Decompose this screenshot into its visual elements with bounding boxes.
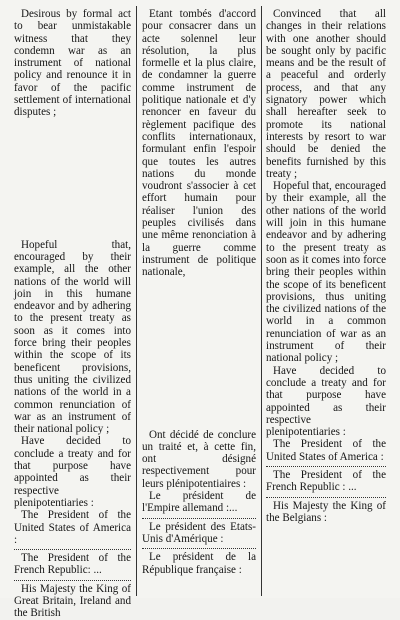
paragraph-have-decided: Have decided to conclude a treaty and for that purpose have appointed as their respective plenipotentiaries : — [14, 435, 131, 509]
plenipotentiaire-allemagne: Le président de l'Empire allemand :... — [142, 490, 256, 515]
english-column-left — [14, 8, 131, 620]
paragraph-etant-tombes: Etant tombés d'accord pour consacrer dans un acte solennel leur résolution, la plus formelle et la plus claire, de condamner la guerre comme instrument de politique nationale et d'y renoncer en faveur du règlement pacifique des conflits internationaux, formulant enfin l'espoir que toutes les autres nations du monde voudront s'associer à cet effort humain pour réaliser l'union des peuples civilisés dans une même renonciation à la guerre comme instrument de politique nationale, — [142, 8, 256, 279]
plenipotentiaire-etats-unis: Le président des Etats-Unis d'Amérique : — [142, 520, 256, 545]
column-rule-left — [136, 6, 137, 596]
french-column — [142, 8, 256, 576]
paragraph-convinced: Convinced that all changes in their relations with one another should be sought only by pacific means and be the result of a peaceful and orderly process, and that any signatory power which shall hereafter seek to promote its national interests by resort to war should be denied the benefits furnished by this treaty ; — [266, 8, 386, 180]
paragraph-hopeful: Hopeful that, encouraged by their example, all the other nations of the world will join in this humane endeavor and by adhering to the present treaty as soon as it comes into force bring their peoples within the scope of its beneficent provisions, thus uniting the civilized nations of the world in a common renunciation of war as an instrument of their national policy ; — [14, 238, 131, 436]
plenipotentiary-belgium: His Majesty the King of the Belgians : — [266, 499, 386, 524]
paragraph-hopeful-right: Hopeful that, encouraged by their example, all the other nations of the world will join in this humane endeavor and by adhering to the present treaty as soon as it comes into force bring their peoples within the scope of its beneficent provisions, thus uniting the civilized nations of the world in a common renunciation of war as an instrument of their national policy ; — [266, 180, 386, 365]
english-column-right — [266, 8, 386, 524]
plenipotentiaire-france: Le président de la République française : — [142, 551, 256, 576]
plenipotentiary-usa-right: The President of the United States of America : — [266, 438, 386, 463]
column-rule-right — [261, 6, 262, 596]
plenipotentiary-france-right: The President of the French Republic : ... — [266, 468, 386, 494]
paragraph-ont-decide: Ont décidé de conclure un traité et, à cette fin, ont désigné respectivement pour leurs plénipotentiaires : — [142, 428, 256, 490]
plenipotentiary-britain: His Majesty the King of Great Britain, Ireland and the British — [14, 582, 131, 620]
plenipotentiary-france: The President of the French Republic: ... — [14, 552, 131, 577]
paragraph-desirous: Desirous by formal act to bear unmistakable witness that they condemn war as an instrument of national policy and renounce it in favor of the pacific settlement of international disputes ; — [14, 8, 131, 119]
plenipotentiary-usa: The President of the United States of America : — [14, 509, 131, 546]
paragraph-have-decided-right: Have decided to conclude a treaty and for that purpose have appointed as their respective plenipotentiaries : — [266, 364, 386, 439]
